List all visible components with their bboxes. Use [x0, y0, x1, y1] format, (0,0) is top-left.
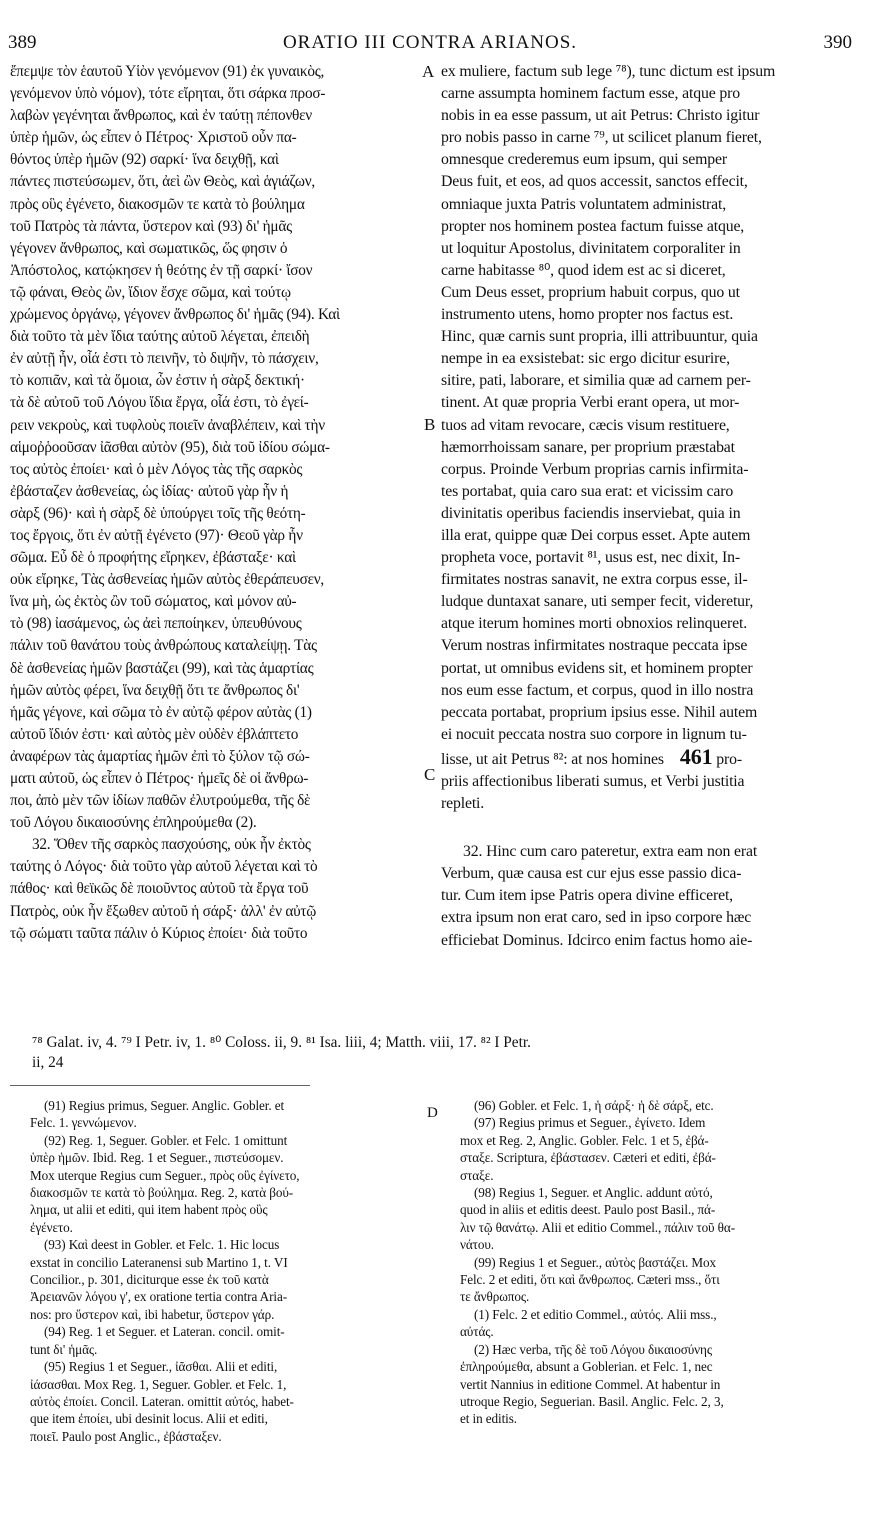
note-line: Felc. 2 et editi, ὅτι καὶ ἄνθρωπος. Cæteri mss., ὅτι	[460, 1272, 720, 1288]
note-line: Mox uterque Regius cum Seguer., πρὸς οὓς ἐγίνετο,	[30, 1167, 300, 1183]
note-line: (2) Hæc verba, τῆς δὲ τοῦ Λόγου δικαιοσύνης	[474, 1341, 712, 1357]
margin-marker-b: B	[424, 415, 436, 434]
latin-line-text: pro-	[716, 750, 742, 768]
edition-page-marker: 461	[679, 743, 713, 769]
greek-line: διὰ τοῦτο τὰ μὲν ἴδια ταύτης αὐτοῦ λέγεται, ἐπειδὴ	[10, 328, 310, 346]
note-line: (93) Καὶ deest in Gobler. et Felc. 1. Hic locus	[44, 1237, 280, 1253]
note-line: τε ἄνθρωπος.	[460, 1289, 530, 1305]
note-line: nos: pro ὕστερον καὶ, ibi habetur, ὕστερον γάρ.	[30, 1306, 275, 1322]
note-line: ὑπὲρ ἡμῶν. Ibid. Reg. 1 et Seguer., πιστεύσομεν.	[30, 1150, 284, 1166]
latin-line	[441, 743, 854, 771]
note-line: νάτου.	[460, 1237, 494, 1253]
latin-line: tinent. At quæ propria Verbi erant opera, ut mor-	[441, 394, 740, 412]
latin-line: Cum Deus esset, proprium habuit corpus, quo ut	[441, 283, 740, 301]
latin-line: divinitatis operibus faciendis inserviebat, quia in	[441, 504, 741, 522]
latin-line: Verum nostras infirmitates nostraque peccata ipse	[441, 637, 748, 655]
margin-marker-a: A	[422, 62, 435, 81]
note-line: λημα, ut alii et editi, qui item habent πρὸς οὓς	[30, 1202, 268, 1218]
latin-line: omnesque crederemus eum ipsum, qui semper	[441, 151, 728, 169]
page-number-right: 390	[823, 32, 852, 53]
note-line: Felc. 1. γεννώμενον.	[30, 1115, 137, 1131]
greek-line: τὸ κοπιᾶν, καὶ τὰ ὅμοια, ὧν ἐστιν ἡ σὰρξ δεκτική·	[10, 372, 305, 390]
latin-line: ludque duntaxat sanare, uti semper fecit, videretur,	[441, 593, 754, 611]
note-line: que item ἐποίει, ubi desinit locus. Alii et editi,	[30, 1411, 268, 1427]
greek-line: ματι αὐτοῦ, ὡς εἶπεν ὁ Πέτρος· ἡμεῖς δὲ οἱ ἄνθρω-	[10, 770, 309, 787]
greek-line: τος αὐτὸς ἐποίει· καὶ ὁ μὲν Λόγος τὰς τῆς σαρκὸς	[10, 460, 303, 478]
latin-line: ut loquitur Apostolus, divinitatem corporaliter in	[441, 239, 741, 257]
latin-text-column	[441, 61, 854, 952]
footnote-rule	[10, 1085, 310, 1086]
note-line: (95) Regius 1 et Seguer., ἰᾶσθαι. Alii et editi,	[44, 1359, 278, 1375]
note-line: tunt δι' ἡμᾶς.	[30, 1341, 98, 1357]
greek-line: τὰ δὲ αὐτοῦ τοῦ Λόγου ἴδια ἔργα, οἷά ἐστι, τὸ ἐγεί-	[10, 394, 309, 412]
greek-line: τοῦ Λόγου δικαιοσύνης ἐπληρούμεθα (2).	[10, 814, 257, 832]
latin-line: corpus. Proinde Verbum proprias carnis infirmita-	[441, 460, 749, 478]
greek-line: 32. Ὅθεν τῆς σαρκὸς πασχούσης, οὐκ ἦν ἐκτὸς	[32, 836, 311, 854]
note-line: Concilior., p. 301, diciturque esse ἐκ τοῦ κατὰ	[30, 1272, 269, 1288]
greek-line: ἀναφέρων τὰς ἁμαρτίας ἡμῶν ἐπὶ τὸ ξύλον τῷ σώ-	[10, 747, 310, 765]
paragraph-gap	[441, 815, 854, 841]
latin-line-text: lisse, ut ait Petrus ⁸²: at nos homines	[441, 750, 664, 768]
note-line: mox et Reg. 2, Anglic. Gobler. Felc. 1 et 5, ἐβά-	[460, 1132, 709, 1148]
greek-line: τοῦ Πατρὸς τὰ πάντα, ὕστερον καὶ (93) δι' ἡμᾶς	[10, 217, 292, 235]
note-line: (97) Regius primus et Seguer., ἐγίνετο. Idem	[474, 1115, 706, 1131]
margin-marker-d: D	[427, 1105, 438, 1121]
latin-line: propter nos hominem postea factum fuisse atque,	[441, 217, 745, 235]
greek-line: χρώμενος ὀργάνῳ, γέγονεν ἄνθρωπος δι' ἡμᾶς (94). Καὶ	[10, 306, 340, 324]
latin-line: pro nobis passo in carne ⁷⁹, ut scilicet planum fieret,	[441, 129, 762, 147]
latin-line: efficiebat Dominus. Idcirco enim factus homo aie-	[441, 931, 753, 949]
latin-line: repleti.	[441, 795, 485, 813]
greek-line: θόντος ὑπὲρ ἡμῶν (92) σαρκί· ἵνα δειχθῇ, καὶ	[10, 151, 279, 169]
scripture-refs-line: ⁷⁸ Galat. iv, 4. ⁷⁹ I Petr. iv, 1. ⁸⁰ Coloss. ii, 9. ⁸¹ Isa. liii, 4; Matth. viii, 17. ⁸² I Petr.	[32, 1034, 531, 1051]
note-line: ἰάσασθαι. Mox Reg. 1, Seguer. Gobler. et Felc. 1,	[30, 1376, 287, 1392]
greek-line: ταύτης ὁ Λόγος· διὰ τοῦτο γὰρ αὐτοῦ λέγεται καὶ τὸ	[10, 858, 318, 876]
latin-line: ex muliere, factum sub lege ⁷⁸), tunc dictum est ipsum	[441, 63, 776, 80]
latin-line: Deus fuit, et eos, ad quos accessit, sanctos effecit,	[441, 173, 748, 191]
note-line: (92) Reg. 1, Seguer. Gobler. et Felc. 1 omittunt	[44, 1132, 288, 1148]
note-line: (99) Regius 1 et Seguer., αὐτὸς βαστάζει. Mox	[474, 1254, 717, 1270]
note-line: (91) Regius primus, Seguer. Anglic. Gobler. et	[44, 1098, 285, 1113]
greek-line: τὸ (98) ἰασάμενος, ὡς ἀεὶ πεποίηκεν, ὑπευθύνους	[10, 615, 302, 633]
margin-marker-c: C	[424, 765, 436, 784]
greek-text-column	[10, 61, 422, 945]
latin-line: nobis in ea esse passum, ut ait Petrus: Christo igitur	[441, 107, 760, 125]
greek-line: ἡμῶν αὐτὸς φέρει, ἵνα δειχθῇ ὅτι τε ἄνθρωπος δι'	[10, 681, 300, 699]
latin-line: firmitates nostras sanavit, ne extra corpus esse, il-	[441, 571, 748, 589]
note-line: σταξε.	[460, 1167, 494, 1183]
note-line: (96) Gobler. et Felc. 1, ἡ σάρξ· ἡ δὲ σάρξ, etc.	[474, 1098, 714, 1113]
note-line: αὐτάς.	[460, 1324, 494, 1340]
latin-line: carne habitasse ⁸⁰, quod idem est ac si diceret,	[441, 261, 726, 279]
greek-line: ὑπὲρ ἡμῶν, ὡς εἶπεν ὁ Πέτρος· Χριστοῦ οὖν πα-	[10, 129, 297, 147]
greek-line: ποι, ἀπὸ μὲν τῶν ἰδίων παθῶν ἐλυτρούμεθα, τῆς δὲ	[10, 792, 311, 810]
greek-line: ἔπεμψε τὸν ἑαυτοῦ Υἱὸν γενόμενον (91) ἐκ γυναικὸς,	[10, 63, 325, 80]
greek-line: πάντες πιστεύσωμεν, ὅτι, ἀεὶ ὢν Θεὸς, καὶ ἁγιάζων,	[10, 173, 315, 191]
latin-line: omniaque juxta Patris voluntatem administrat,	[441, 195, 726, 213]
greek-line: γέγονεν ἄνθρωπος, καὶ σωματικῶς, ὥς φησιν ὁ	[10, 239, 288, 257]
scripture-references	[32, 1033, 854, 1073]
note-line: ἐγένετο.	[30, 1219, 73, 1235]
note-line: ποιεῖ. Paulo post Anglic., ἐβάσταξεν.	[30, 1428, 222, 1444]
greek-line: πάθος· καὶ θεϊκῶς δὲ ποιοῦντος αὐτοῦ τὰ ἔργα τοῦ	[10, 880, 309, 898]
latin-line: Verbum, quæ causa est cur ejus esse passio dica-	[441, 865, 742, 883]
latin-line: ei nocuit peccata nostra suo corpore in lignum tu-	[441, 725, 747, 743]
latin-line: nempe in ea exsistebat: sic ergo dicitur esurire,	[441, 350, 730, 368]
greek-line: σῶμα. Εὖ δὲ ὁ προφήτης εἴρηκεν, ἐβάσταξε· καὶ	[10, 549, 296, 567]
greek-line: οὐκ εἴρηκε, Τὰς ἀσθενείας ἡμῶν αὐτὸς ἐθεράπευσεν,	[10, 571, 325, 589]
greek-line: αὐτοῦ ἴδιόν ἐστι· καὶ αὐτὸς μὲν οὐδὲν ἐβλάπτετο	[10, 725, 299, 743]
greek-line: ἐβάσταζεν ἀσθενείας, ὡς ἰδίας· αὐτοῦ γὰρ ἦν ἡ	[10, 482, 289, 500]
note-line: quod in aliis et editis deest. Paulo post Basil., πά-	[460, 1202, 716, 1218]
greek-line: δὲ ἀσθενείας ἡμῶν βαστάζει (99), καὶ τὰς ἁμαρτίας	[10, 659, 314, 677]
latin-line: tuos ad vitam revocare, cæcis visum restituere,	[441, 416, 730, 434]
greek-line: γενόμενον ὑπὸ νόμον), τότε εἴρηται, ὅτι σάρκα προσ-	[10, 85, 326, 103]
greek-line: λαβὼν γεγένηται ἄνθρωπος, καὶ ἐν ταύτῃ πέπονθεν	[10, 107, 312, 125]
note-line: et in editis.	[460, 1411, 517, 1427]
note-line: διακοσμῶν τε κατὰ τὸ βούλημα. Reg. 2, κατὰ βού-	[30, 1185, 294, 1201]
latin-line: tes portabat, quia caro sua erat: et vicissim caro	[441, 482, 734, 500]
latin-line: hæmorrhoissam sanare, per proprium præstabat	[441, 438, 735, 456]
latin-line: tur. Cum item ipse Patris opera divine efficeret,	[441, 887, 733, 905]
scripture-refs-line: ii, 24	[32, 1054, 64, 1071]
greek-line: πάλιν τοῦ θανάτου τοὺς ἀνθρώπους καταλείψῃ. Τὰς	[10, 637, 317, 655]
latin-line: nos eum esse factum, et corpus, quod in illo nostra	[441, 681, 754, 699]
latin-line: peccata portabat, proprium ipsius esse. Nihil autem	[441, 703, 758, 721]
greek-line: ἐν αὐτῇ ἦν, οἷά ἐστι τὸ πεινῆν, τὸ διψῆν, τὸ πάσχειν,	[10, 350, 319, 368]
greek-line: τῷ φάναι, Θεὸς ὢν, ἴδιον ἔσχε σῶμα, καὶ τούτῳ	[10, 283, 291, 301]
latin-line: Hinc, quæ carnis sunt propria, illi attribuuntur, quia	[441, 328, 758, 346]
latin-line: atque iterum homines morti obnoxios relinqueret.	[441, 615, 748, 633]
note-line: exstat in concilio Lateranensi sub Martino 1, t. VI	[30, 1254, 288, 1270]
note-line: σταξε. Scriptura, ἐβάστασεν. Cæteri et editi, ἐβά-	[460, 1150, 716, 1166]
latin-line: carne assumpta hominem factum esse, atque pro	[441, 85, 740, 103]
latin-line: extra ipsum non erat caro, sed in ipso corpore hæc	[441, 909, 752, 927]
greek-line: τος ἔργοις, ὅτι ἐν αὐτῇ ἐγένετο (97)· Θεοῦ γὰρ ἦν	[10, 526, 303, 544]
greek-line: ἡμᾶς γέγονε, καὶ σῶμα τὸ ἐν αὐτῷ φέρον αὐτὰς (1)	[10, 703, 312, 721]
greek-line: αἱμοῤῥοοῦσαν ἰᾶσθαι αὐτὸν (95), διὰ τοῦ ἰδίου σώμα-	[10, 438, 330, 456]
running-title: ORATIO III CONTRA ARIANOS.	[282, 32, 578, 53]
note-line: utroque Regio, Seguerian. Basil. Anglic. Felc. 2, 3,	[460, 1393, 724, 1409]
note-line: ἐπληρούμεθα, absunt a Goblerian. et Felc. 1, nec	[460, 1359, 713, 1375]
greek-line: Πατρὸς, οὐκ ἦν ἔξωθεν αὐτοῦ ἡ σάρξ· ἀλλ' ἐν αὐτῷ	[10, 902, 317, 920]
greek-line: ἵνα μὴ, ὡς ἐκτὸς ὢν τοῦ σώματος, καὶ μόνον αὐ-	[10, 593, 297, 611]
latin-line: propheta voce, portavit ⁸¹, usus est, nec dixit, In-	[441, 549, 740, 567]
note-line: Ἀρειανῶν λόγου γ', ex oratione tertia contra Aria-	[30, 1289, 288, 1305]
greek-line: Ἀπόστολος, κατῴκησεν ἡ θεότης ἐν τῇ σαρκί· ἴσον	[10, 261, 313, 279]
note-line: (94) Reg. 1 et Seguer. et Lateran. concil. omit-	[44, 1324, 285, 1340]
note-line: (98) Regius 1, Seguer. et Anglic. addunt αὐτό,	[474, 1185, 713, 1201]
latin-line: portat, ut omnibus evidens sit, et hominem propter	[441, 659, 753, 677]
note-line: λιν τῷ θανάτῳ. Alii et editio Commel., πάλιν τοῦ θα-	[460, 1219, 736, 1235]
critical-notes-left	[30, 1097, 430, 1445]
greek-line: τῷ σώματι ταῦτα πάλιν ὁ Κύριος ἐποίει· διὰ τοῦτο	[10, 924, 308, 942]
latin-line: illa erat, quippe quæ Dei corpus esset. Apte autem	[441, 526, 751, 544]
note-line: vertit Nannius in editione Commel. At habentur in	[460, 1376, 721, 1392]
latin-line: 32. Hinc cum caro pateretur, extra eam non erat	[463, 843, 758, 861]
greek-line: πρὸς οὓς ἐγένετο, διακοσμῶν τε κατὰ τὸ βούλημα	[10, 195, 305, 213]
latin-line: priis affectionibus liberati sumus, et Verbi justitia	[441, 773, 745, 790]
critical-notes-right	[460, 1097, 860, 1428]
note-line: αὐτὸς ἐποίει. Concil. Lateran. omittit αὐτός, habet-	[30, 1393, 294, 1409]
latin-line: sitire, pati, laborare, et similia quæ ad carnem per-	[441, 372, 751, 390]
page-number-left: 389	[8, 32, 37, 53]
greek-line: σὰρξ (96)· καὶ ἡ σὰρξ δὲ ὑπούργει τοῖς τῆς θεότη-	[10, 504, 306, 522]
note-line: (1) Felc. 2 et editio Commel., αὐτός. Alii mss.,	[474, 1306, 717, 1322]
running-header	[8, 28, 852, 56]
greek-line: ρειν νεκροὺς, καὶ τυφλοὺς ποιεῖν ἀναβλέπειν, καὶ τὴν	[10, 416, 325, 434]
latin-line: instrumento utens, homo propter nos factus est.	[441, 306, 734, 324]
